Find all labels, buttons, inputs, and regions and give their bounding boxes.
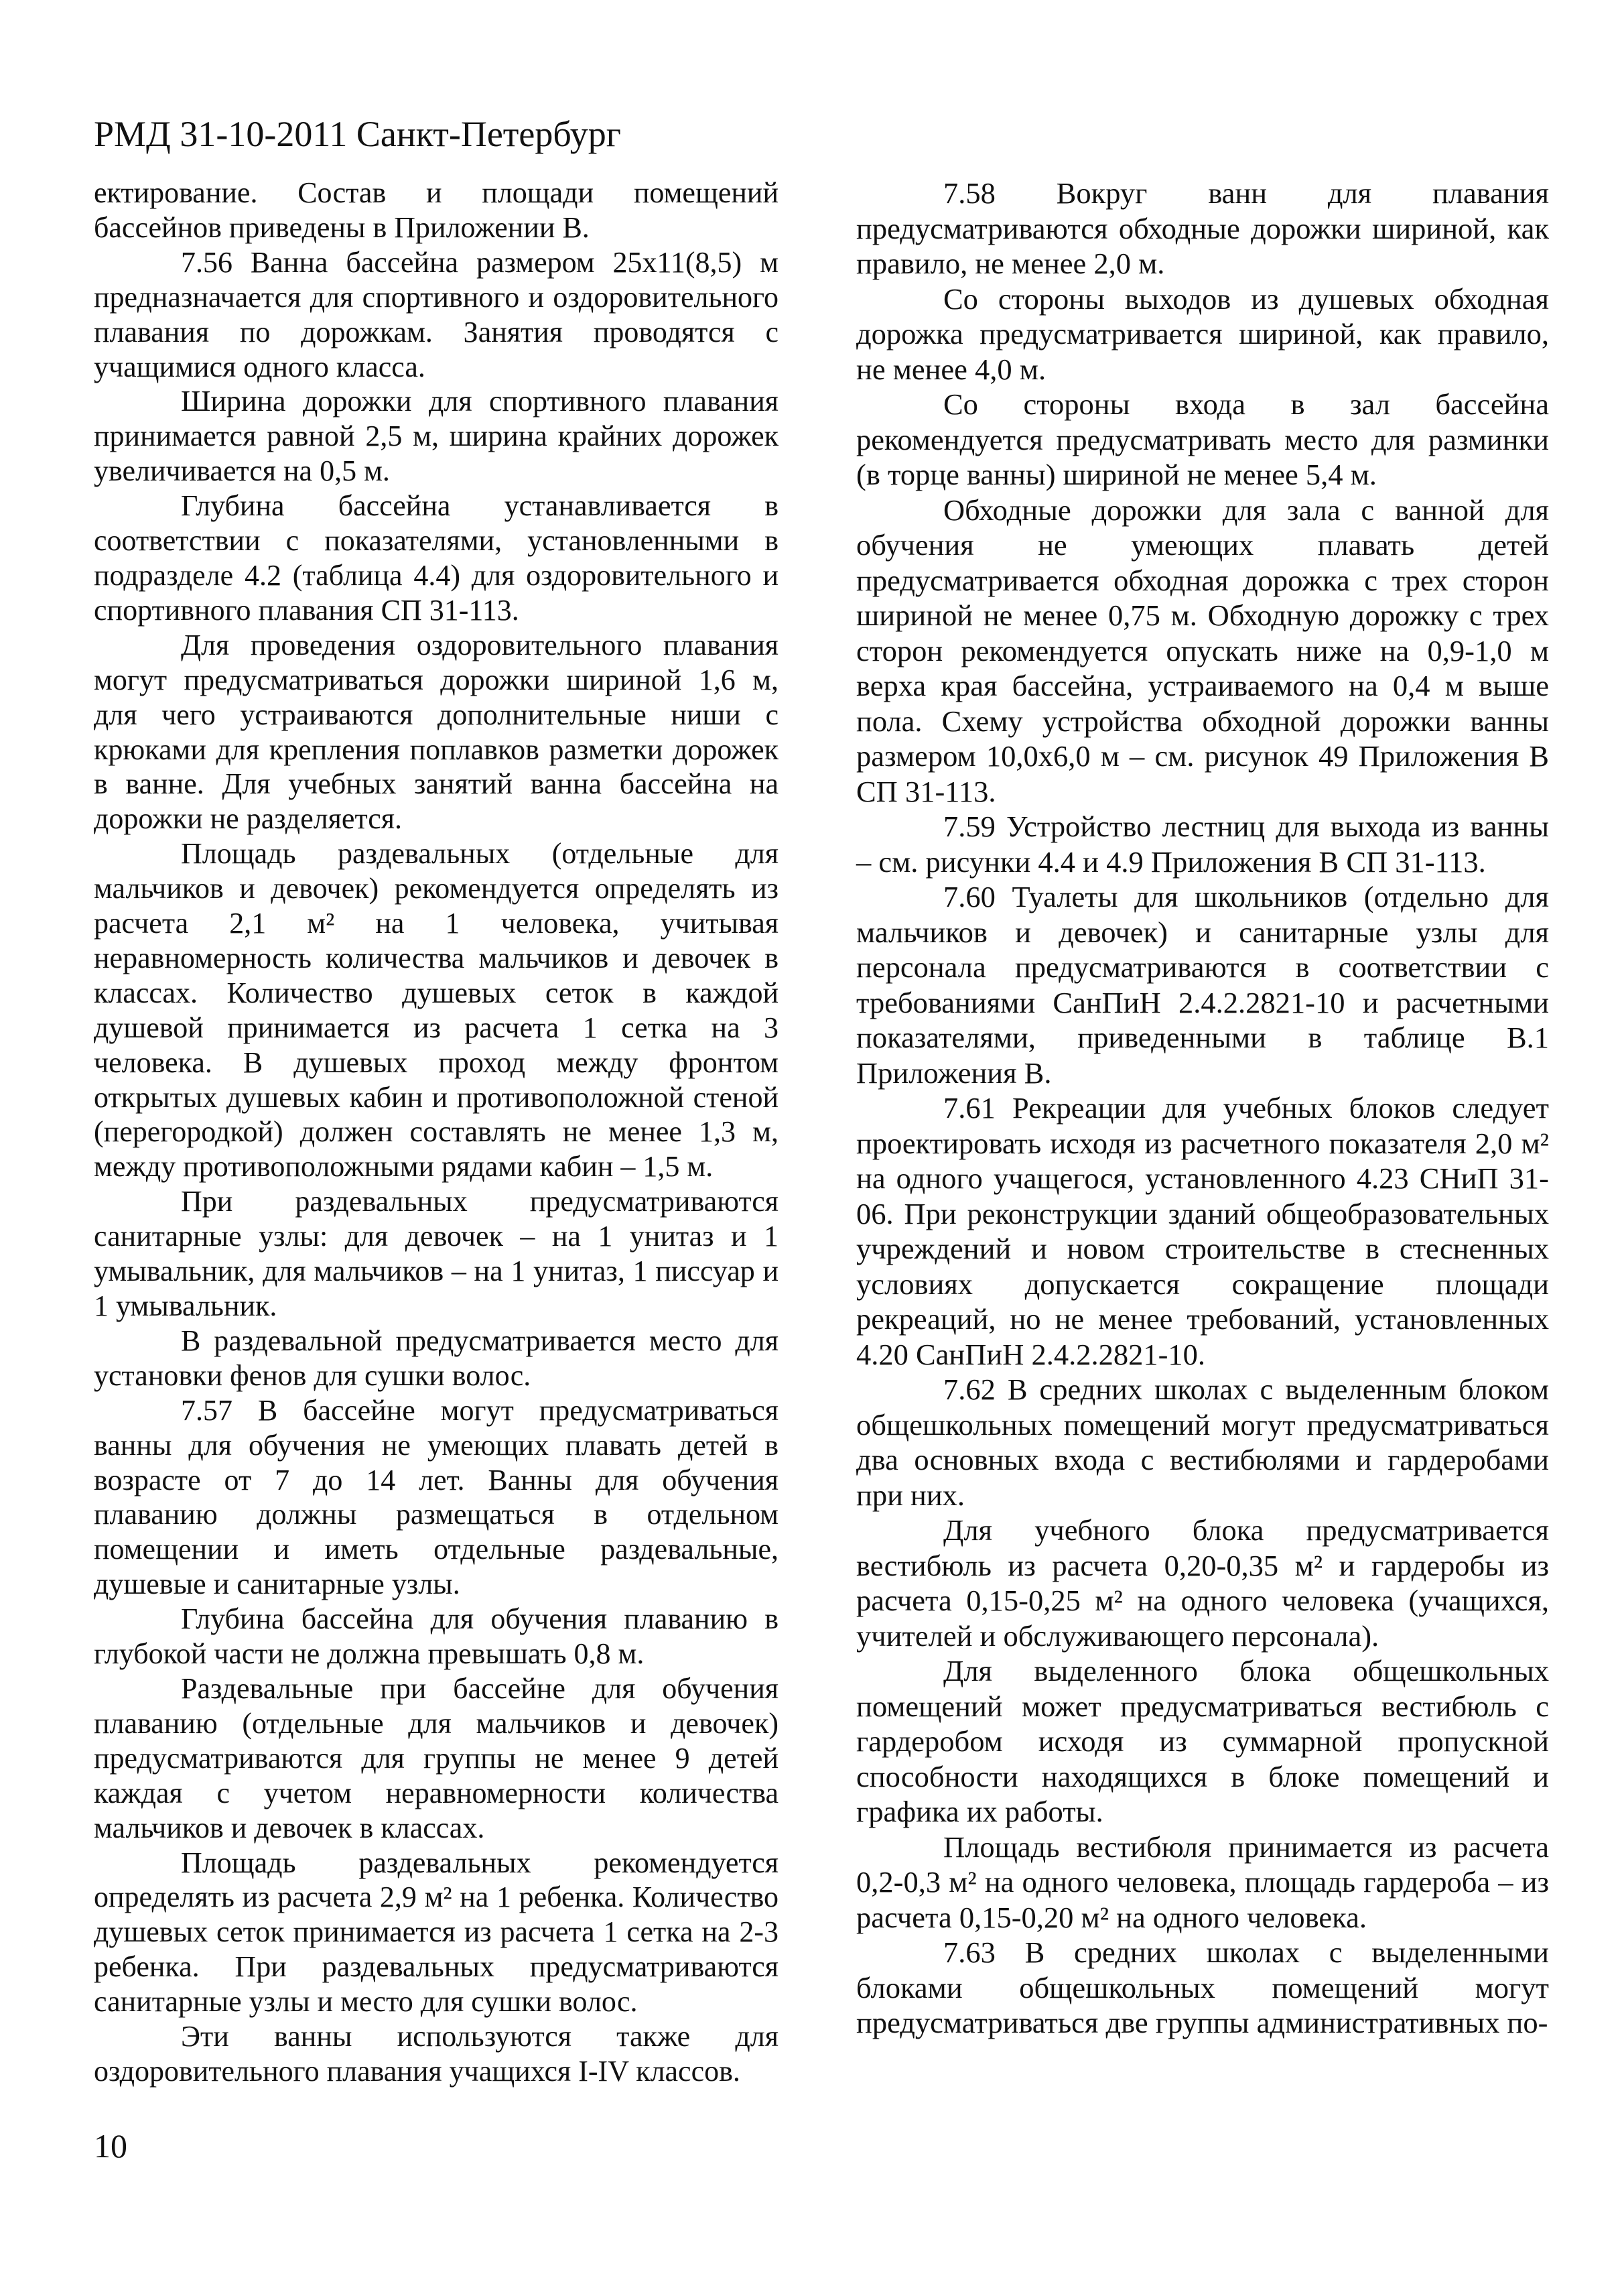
paragraph: 7.61 Рекреации для учебных блоков следует проектировать исходя из расчетного показателя 2,0 м² на одного учащегося, установленного 4.23 СНиП 31-06. При реконструкции зданий общеобразовательных учреждений и новом строительстве в стесненных условиях допускается сокращение площади рекреаций, но не менее требований, установленных 4.20 СанПиН 2.4.2.2821-10. <box>856 1091 1549 1371</box>
paragraph: 7.59 Устройство лестниц для выхода из ванны – см. рисунки 4.4 и 4.9 Приложения В СП 31-113. <box>856 810 1549 879</box>
page-number: 10 <box>94 2127 127 2165</box>
paragraph: Площадь вестибюля принимается из расчета 0,2-0,3 м² на одного человека, площадь гардероба – из расчета 0,15-0,20 м² на одного человека. <box>856 1830 1549 1934</box>
paragraph: Для учебного блока предусматривается вестибюль из расчета 0,20-0,35 м² и гардеробы из расчета 0,15-0,25 м² на одного человека (учащихся, учителей и обслуживающего персонала). <box>856 1513 1549 1653</box>
paragraph: Для проведения оздоровительного плавания могут предусматриваться дорожки шириной 1,6 м, для чего устраиваются дополнительные ниши с крюками для крепления поплавков разметки дорожек в ванне. Для учебных занятий ванна бассейна на дорожки не разделяется. <box>94 628 779 836</box>
paragraph: 7.60 Туалеты для школьников (отдельно для мальчиков и девочек) и санитарные узлы для персонала предусматриваются в соответствии с требованиями СанПиН 2.4.2.2821-10 и расчетными показателями, приведенными в таблице В.1 Приложения В. <box>856 880 1549 1090</box>
paragraph: Площадь раздевальных рекомендуется определять из расчета 2,9 м² на 1 ребенка. Количество душевых сеток принимается из расчета 1 сетка на 2-3 ребенка. При раздевальных предусматриваются санитарные узлы и место для сушки волос. <box>94 1846 779 2019</box>
paragraph: Площадь раздевальных (отдельные для мальчиков и девочек) рекомендуется определять из расчета 2,1 м² на 1 человека, учитывая неравномерность количества мальчиков и девочек в классах. Количество душевых сеток в каждой душевой принимается из расчета 1 сетка на 3 человека. В душевых проход между фронтом открытых душевых кабин и противоположной стеной (перегородкой) должен составлять не менее 1,3 м, между противоположными рядами кабин – 1,5 м. <box>94 837 779 1184</box>
right-column <box>856 176 1549 2041</box>
left-column <box>94 176 779 2089</box>
paragraph: 7.62 В средних школах с выделенным блоком общешкольных помещений могут предусматриваться два основных входа с вестибюлями и гардеробами при них. <box>856 1373 1549 1512</box>
page-header: РМД 31-10-2011 Санкт-Петербург <box>94 114 621 154</box>
paragraph: 7.57 В бассейне могут предусматриваться ванны для обучения не умеющих плавать детей в возрасте от 7 до 14 лет. Ванны для обучения плаванию должны размещаться в отдельном помещении и иметь отдельные раздевальные, душевые и санитарные узлы. <box>94 1393 779 1601</box>
paragraph: Раздевальные при бассейне для обучения плаванию (отдельные для мальчиков и девочек) предусматриваются для группы не менее 9 детей каждая с учетом неравномерности количества мальчиков и девочек в классах. <box>94 1671 779 1844</box>
paragraph: Со стороны входа в зал бассейна рекомендуется предусматривать место для разминки (в торце ванны) шириной не менее 5,4 м. <box>856 387 1549 491</box>
paragraph: Глубина бассейна устанавливается в соответствии с показателями, установленными в подразделе 4.2 (таблица 4.4) для оздоровительного и спортивного плавания СП 31-113. <box>94 489 779 627</box>
paragraph: ектирование. Состав и площади помещений бассейнов приведены в Приложении В. <box>94 176 779 244</box>
paragraph: 7.56 Ванна бассейна размером 25x11(8,5) м предназначается для спортивного и оздоровительного плавания по дорожкам. Занятия проводятся с учащимися одного класса. <box>94 245 779 383</box>
paragraph: Со стороны выходов из душевых обходная дорожка предусматривается шириной, как правило, не менее 4,0 м. <box>856 281 1549 386</box>
paragraph: Для выделенного блока общешкольных помещений может предусматриваться вестибюль с гардеробом исходя из суммарной пропускной способности находящихся в блоке помещений и графика их работы. <box>856 1654 1549 1828</box>
paragraph: Обходные дорожки для зала с ванной для обучения не умеющих плавать детей предусматривается обходная дорожка с трех сторон шириной не менее 0,75 м. Обходную дорожку с трех сторон рекомендуется опускать ниже на 0,9-1,0 м верха края бассейна, устраиваемого на 0,4 м выше пола. Схему устройства обходной дорожки ванны размером 10,0х6,0 м – см. рисунок 49 Приложения В СП 31-113. <box>856 493 1549 808</box>
paragraph: 7.63 В средних школах с выделенными блоками общешкольных помещений могут предусматриваться две группы административных по- <box>856 1935 1549 2039</box>
paragraph: Ширина дорожки для спортивного плавания принимается равной 2,5 м, ширина крайних дорожек увеличивается на 0,5 м. <box>94 385 779 488</box>
paragraph: 7.58 Вокруг ванн для плавания предусматриваются обходные дорожки шириной, как правило, не менее 2,0 м. <box>856 176 1549 280</box>
paragraph: В раздевальной предусматривается место для установки фенов для сушки волос. <box>94 1324 779 1392</box>
paragraph: Эти ванны используются также для оздоровительного плавания учащихся I-IV классов. <box>94 2020 779 2088</box>
paragraph: При раздевальных предусматриваются санитарные узлы: для девочек – на 1 унитаз и 1 умывальник, для мальчиков – на 1 унитаз, 1 писсуар и 1 умывальник. <box>94 1185 779 1322</box>
paragraph: Глубина бассейна для обучения плаванию в глубокой части не должна превышать 0,8 м. <box>94 1602 779 1671</box>
